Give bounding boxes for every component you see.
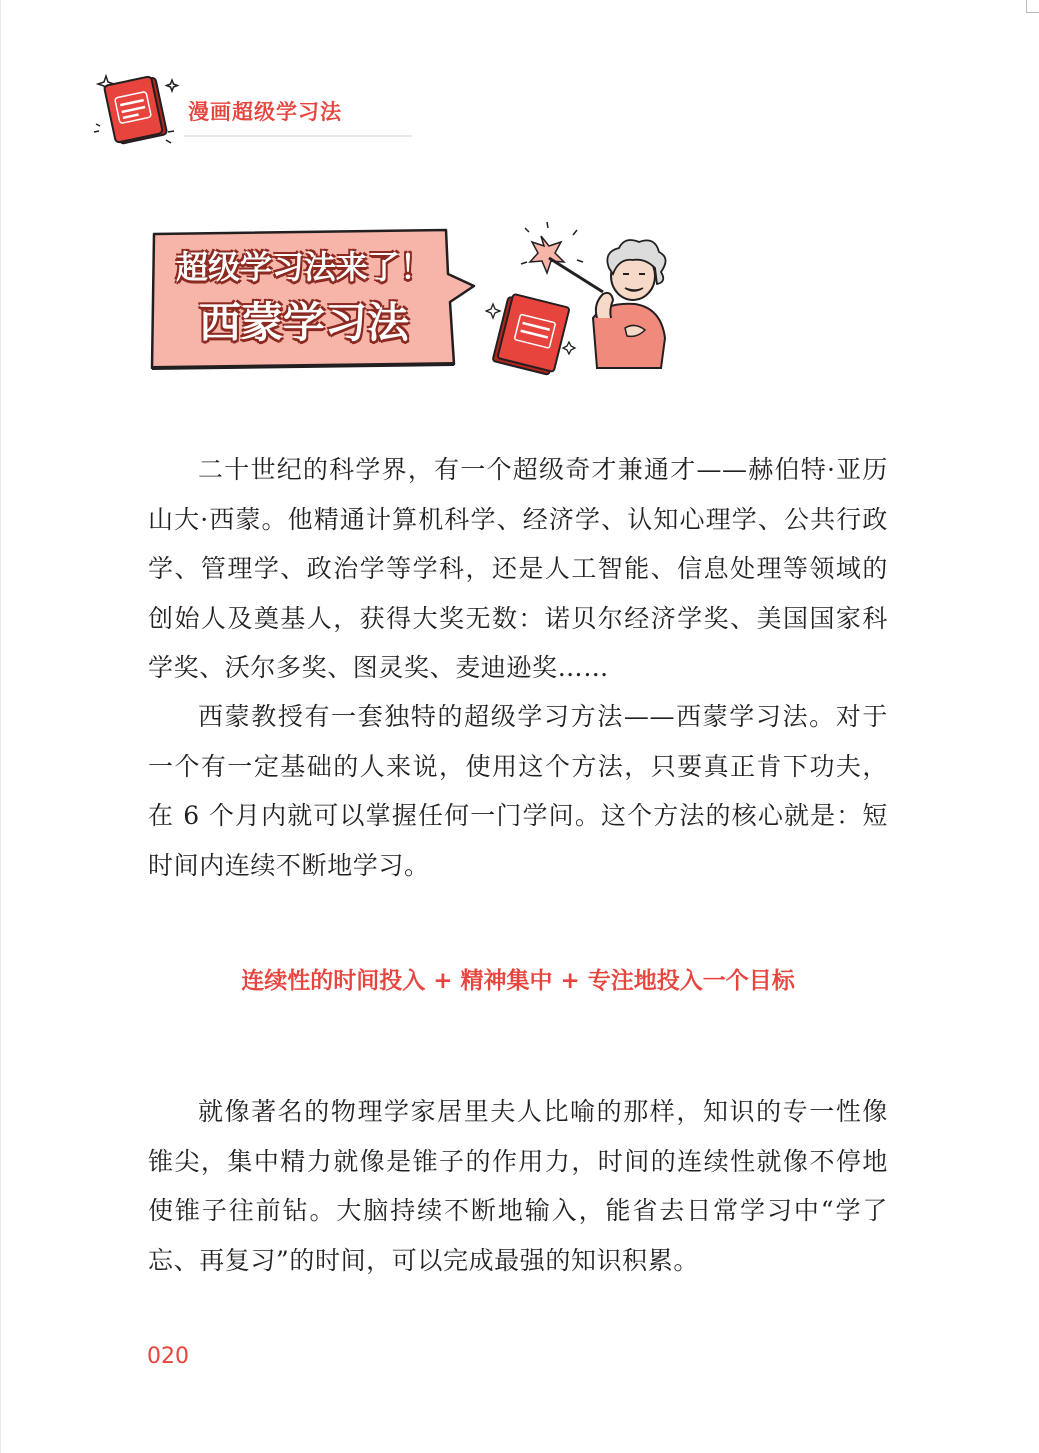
title-banner — [148, 222, 478, 372]
paragraph-method: 西蒙教授有一套独特的超级学习方法——西蒙学习法。对于一个有一定基础的人来说，使用这个方法，只要真正肯下功夫，在 6 个月内就可以掌握任何一门学问。这个方法的核心就是：短时间内连续不断地学习。 — [148, 702, 888, 880]
paragraph-analogy: 就像著名的物理学家居里夫人比喻的那样，知识的专一性像锥尖，集中精力就像是锥子的作用力，时间的连续性就像不停地使锥子往前钻。大脑持续不断地输入，能省去日常学习中“学了忘、再复习”的时间，可以完成最强的知识积累。 — [148, 1097, 888, 1275]
page-edge — [0, 0, 1, 1453]
running-header — [88, 62, 342, 162]
header-title: 漫画超级学习法 — [188, 100, 342, 124]
banner-title: 西蒙学习法 — [198, 298, 409, 347]
crop-mark — [1026, 0, 1039, 13]
book-icon — [88, 62, 184, 158]
paragraph-intro: 二十世纪的科学界，有一个超级奇才兼通才——赫伯特·亚历山大·西蒙。他精通计算机科学、经济学、认知心理学、公共行政学、管理学、政治学等学科，还是人工智能、信息处理等领域的创始人及奠基人，获得大奖无数：诺贝尔经济学奖、美国国家科学奖、沃尔多奖、图灵奖、麦迪逊奖…… — [148, 455, 888, 682]
page-number: 020 — [147, 1344, 189, 1369]
professor-illustration — [485, 218, 695, 378]
header-divider — [184, 135, 412, 137]
key-formula: 连续性的时间投入 + 精神集中 + 专注地投入一个目标 — [241, 968, 795, 994]
banner-subtitle: 超级学习法来了！ — [175, 248, 432, 286]
